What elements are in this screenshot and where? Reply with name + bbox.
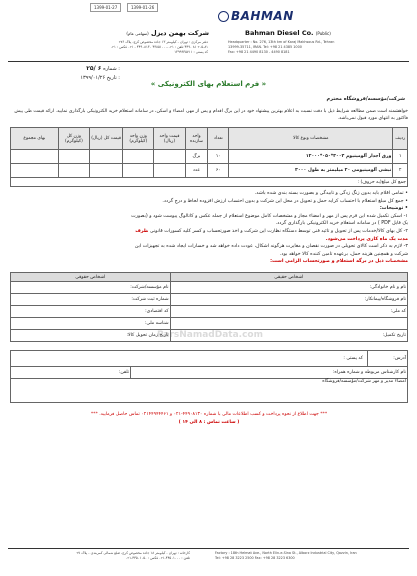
items-table	[10, 127, 408, 187]
notes-block	[10, 190, 408, 266]
date-box-1: 1399-01-27	[90, 3, 121, 12]
row-num: ۱	[393, 150, 408, 164]
contact-note: *** جهت اطلاع از نحوه پرداخت و کسب اطلاعات مالی با شماره ۴۴۹۰۸۱۳۰-۰۲۱ و ۰۲۱۴۴۹۴۴۴۶۱ تماس حاصل فرمایید. ***	[90, 412, 328, 417]
note-3: ۱- اسکن تکمیل شده این فرم پس از مهر و امضاء مجاز و مشخصات کامل موضوع استعلام از جمله عکس و کاتالوگ پیوست شود و (بصورت	[131, 213, 408, 219]
legal-field: نام مؤسسه/شرکت:	[11, 282, 171, 294]
note-8: شرکت و همچنین هزینه حمل، برعهده تامین کننده کالا خواهد بود.	[279, 251, 408, 257]
note-1: • تمامی اقلام باید بدون زنگ زدگی و تابیدگی و بصورت بسته بندی شده باشد.	[254, 191, 408, 196]
contact-hours: ( ساعت تماس : ۸ الی ۱۴ )	[178, 420, 240, 425]
form-number: ۲۵/ ۶ شماره :	[86, 65, 120, 72]
postal-code: کد پستی :	[11, 351, 368, 367]
legal-field: تاریخ زمان تحویل کالا:	[11, 330, 171, 342]
company-name-en: Bahman Diesel Co. (Public)	[245, 29, 331, 37]
real-field: کد ملی:	[170, 306, 407, 318]
legal-field: شماره ثبت شرکت:	[11, 294, 171, 306]
header-address-en: Headquarter : No. 276, 13th km of Karaj Makhsous Rd., Tehran 13999-35711, IRAN. Tel: +98 21 4385 1000 Fax: +98 21 4490 8130 - 4490 8181	[228, 40, 335, 54]
phone-label: تلفن:	[11, 367, 131, 379]
table-row	[11, 164, 408, 178]
th-total-weight: وزن کل (کیلوگرم)	[58, 128, 89, 150]
footer-divider	[8, 548, 409, 549]
date-box-2: 1399-01-26	[127, 3, 158, 12]
header-divider	[8, 61, 409, 62]
addressee: شرکت/مؤسسه/فروشگاه محترم	[326, 96, 405, 102]
header-real: اشخاص حقیقی	[170, 273, 407, 282]
table-row	[11, 150, 408, 164]
note-6: مدت یک ماه کاری پرداخت می‌شود.	[325, 236, 408, 242]
contact-label: نام کارشناس مربوطه و شماره همراه:	[131, 367, 408, 379]
real-field: نام و نام خانوادگی:	[170, 282, 407, 294]
th-qty: تعداد	[208, 128, 229, 150]
buyer-info-table	[10, 272, 408, 342]
note-2: • جمع کل مبلغ استعلام با احتساب کرایه حمل و تحویل در محل این شرکت و بدون احتساب ارزش افزوده لحاظ و درج گردد.	[162, 198, 408, 204]
header-address-fa: دفتر مرکزی : تهران - کیلومتر ۱۳ جاده مخصوص کرج، پلاک ۲۷۶ ۲۰۵-۸۱ ۸۱ ۴۴۹۰ تلفن : ۰۲۱-۴۳۸۵۱۰۰۰ ۴۴۹۰۸۱۳۰ - ۰۲۱ فکس : ۰۲۱ کد پستی : ۱۳۹۹۹۳۵۷۱۱	[110, 40, 208, 54]
th-total: بهای مجموع	[11, 128, 59, 150]
footer-address-en: Factory : 18th Helmat Ave., North Elin-e-Sina St., Alborz Industrial City, Qazvin, Iran Tel: +98 28 3223 2500 Fax: +98 28 3223 6300	[215, 551, 357, 560]
note-4: یک فایل PDF ) در سامانه استعلام خرید الکترونیکی بارگذاری گردد.	[275, 221, 408, 227]
company-name-fa: شرکت بهمن دیزل (سهامی عام)	[126, 29, 209, 37]
real-field: نام فروشگاه/پیمانکار:	[170, 294, 407, 306]
row-desc: نبشی آلومینیومی ۲۰ میلیمتر به طول ۳۰۰۰	[229, 164, 393, 178]
legal-field: شناسه ملی:	[11, 318, 171, 330]
address-table	[10, 350, 408, 403]
row-unit: برگ	[185, 150, 208, 164]
row-qty: ۱۰	[208, 150, 229, 164]
row-unit: عدد	[185, 164, 208, 178]
logo-icon	[218, 11, 229, 22]
th-unit-weight: وزن واحد (کیلوگرم)	[123, 128, 154, 150]
header-legal: اشخاص حقوقی	[11, 273, 171, 282]
row-num: ۲	[393, 164, 408, 178]
note-7: ۳- لازم به ذکر است کالای تحویلی در صورت نقصان و مغایرت هرگونه اشکال، عودت داده خواهد شد و خسارات ایجاد شده به تجهیزات این	[134, 244, 408, 250]
th-unit-price: قیمت واحد (ریال)	[154, 128, 185, 150]
th-desc: مشخصات ونوع کالا	[229, 128, 393, 150]
brand-logo-text: BAHMAN	[231, 9, 294, 23]
legal-field: کد اقتصادی:	[11, 306, 171, 318]
footer-address-fa: کارخانه : تهران - کیلومتر ۱۸ جاده مخصوص کرج، ضلع شمالی کمربندی - پلاک ۲۷ تلفن : ۴۴۵۰۱۰۰۰-۰۲۱ فکس : ۴۴۵۰۱۰۵۰-۰۲۱	[76, 551, 190, 560]
total-in-words: جمع کل مبلغ(به حروف) :	[11, 178, 408, 187]
th-unit: واحد سازنده	[185, 128, 208, 150]
note-5: ۲- کل بهای کالا/خدمات پس از تحویل و تائید فنی توسط دستگاه نظارت این شرکت و اخذ صورتحساب و کسر کلیه کسورات قانونی ظرف	[135, 228, 408, 234]
th-row: ردیف	[393, 128, 408, 150]
th-total-price: قیمت کل (ریال)	[89, 128, 122, 150]
real-field: تاریخ تکمیل:	[170, 330, 407, 342]
watermark: ParsNamadData.com	[157, 330, 263, 340]
address-label: آدرس:	[368, 351, 408, 367]
signature-area: امضاء مدیر و مهر شرکت/مؤسسه/فروشگاه	[11, 379, 408, 403]
form-date: ۱۳۹۹/۰۱/۲۶ تاریخ :	[80, 75, 120, 81]
row-qty: ۶۰	[208, 164, 229, 178]
note-9: مشخصات ذیل در برگه استعلام و صورتحساب الزامی است:	[270, 259, 408, 265]
form-title: « فرم استعلام بهای الکترونیکی »	[150, 80, 267, 88]
real-field	[170, 318, 407, 330]
note-heading: • توضیحات:	[379, 206, 408, 212]
intro-text: خواهشمند است ضمن مطالعه شرایط ذیل با دقت نسبت به اعلام بهترین پیشنهاد خود در این برگ اقدام و پس از مهر، امضاء و اسکن، در سامانه استعلام خرید الکترونیکی بارگذاری نمایید. ارائه قیمت طی پیش فاکتور به انتهای مورد قبول نمی‌باشد.	[14, 109, 408, 121]
row-desc: ورق آجدار آلومینیوم ۳۰۰۳*۰۵۰*۱۲۰۰۰	[229, 150, 393, 164]
